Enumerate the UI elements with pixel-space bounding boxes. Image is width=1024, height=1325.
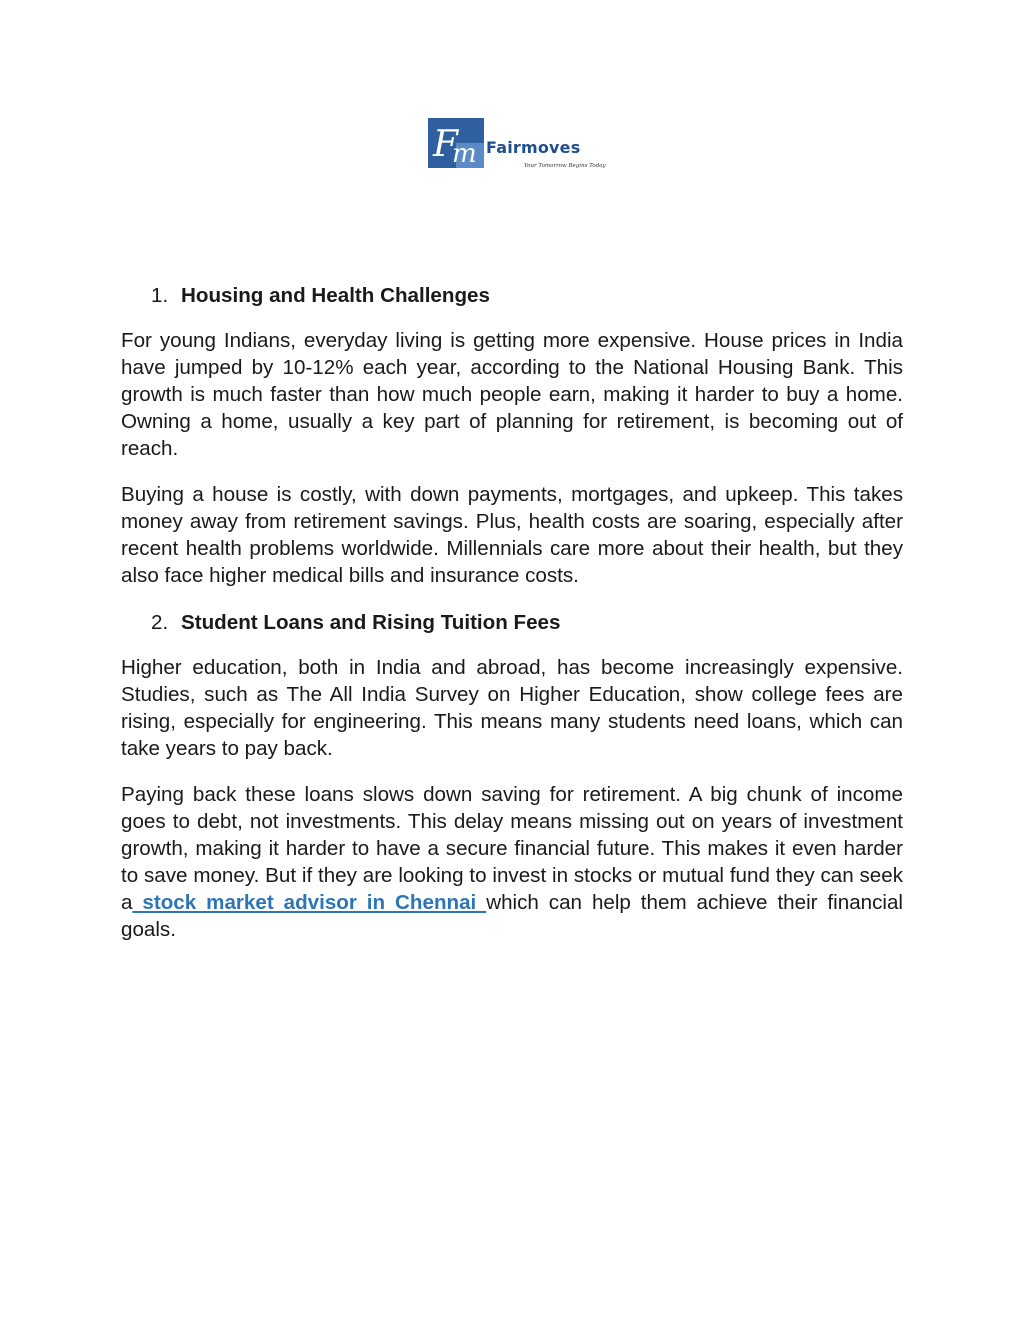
brand-tagline: Your Tomorrow Begins Today xyxy=(524,163,606,169)
paragraph: For young Indians, everyday living is getting more expensive. House prices in India have jumped by 10-12% each year, according to the National Housing Bank. This growth is much faster than how much people earn, making it harder to buy a home. Owning a home, usually a key part of planning for retirement, is becoming out of reach. xyxy=(121,329,903,460)
section-number: 1. xyxy=(151,284,169,307)
fm-monogram-icon xyxy=(428,118,484,168)
section-title: Housing and Health Challenges xyxy=(181,284,490,307)
section-heading-2 xyxy=(121,608,903,638)
section-title: Student Loans and Rising Tuition Fees xyxy=(181,611,561,634)
svg-text:F: F xyxy=(433,124,458,165)
fairmoves-logo xyxy=(428,118,606,174)
section-number: 2. xyxy=(151,611,169,634)
svg-text:m: m xyxy=(452,139,477,168)
paragraph-text: which can help them achieve their financial goals. xyxy=(121,891,903,941)
article-body xyxy=(121,281,903,962)
section-heading-1 xyxy=(121,281,903,311)
brand-wordmark: Fairmoves xyxy=(486,138,581,157)
paragraph: Higher education, both in India and abroad, has become increasingly expensive. Studies, such as The All India Survey on Higher Education, show college fees are rising, especially for engineering. This means many students need loans, which can take years to pay back. xyxy=(121,656,903,760)
paragraph-with-link xyxy=(121,781,903,943)
stock-market-advisor-link[interactable]: stock market advisor in Chennai xyxy=(132,891,487,914)
paragraph: Buying a house is costly, with down payments, mortgages, and upkeep. This takes money away from retirement savings. Plus, health costs are soaring, especially after recent health problems worldwide. Millennials care more about their health, but they also face higher medical bills and insurance costs. xyxy=(121,483,903,587)
paragraph-text: Paying back these loans slows down saving for retirement. A big chunk of income goes to debt, not investments. This delay means missing out on years of investment growth, making it harder to have a secure financial future. This makes it even harder to save money. But if they are looking to invest in stocks or mutual fund they can seek a xyxy=(121,783,903,914)
